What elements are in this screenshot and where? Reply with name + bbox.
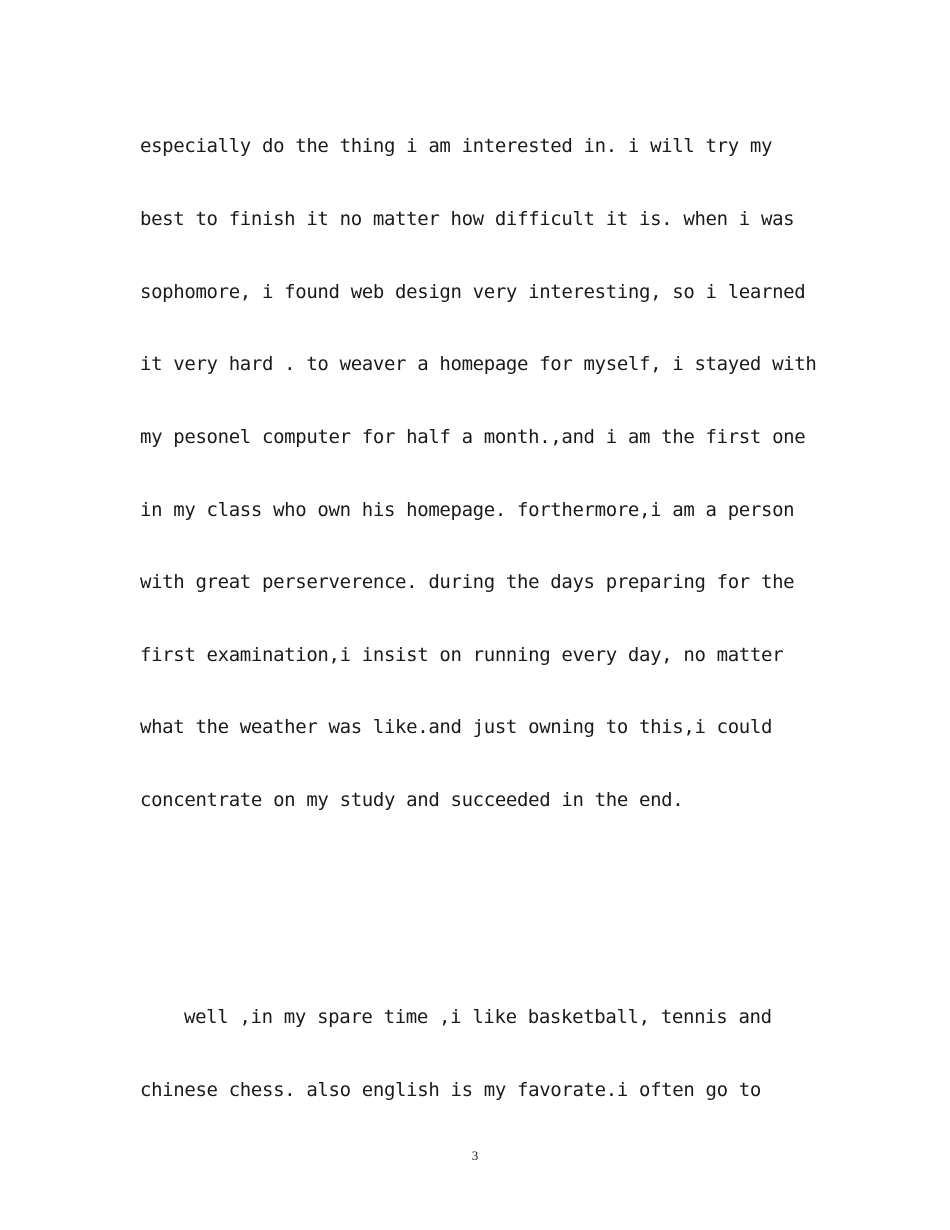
text-line: it very hard . to weaver a homepage for myself, i stayed with (140, 353, 817, 375)
text-line: sophomore, i found web design very interesting, so i learned (140, 281, 806, 303)
text-line: in my class who own his homepage. forthermore,i am a person (140, 499, 795, 521)
text-line: with great perserverence. during the days preparing for the (140, 571, 795, 593)
text-line: best to finish it no matter how difficult it is. when i was (140, 208, 795, 230)
text-line: chinese chess. also english is my favorate.i often go to (140, 1079, 761, 1101)
text-line: first examination,i insist on running every day, no matter (140, 644, 784, 666)
page-number: 3 (471, 1148, 479, 1163)
text-line: especially do the thing i am interested in. i will try my (140, 135, 773, 157)
text-line: concentrate on my study and succeeded in the end. (140, 789, 684, 811)
text-line: my pesonel computer for half a month.,and i am the first one (140, 426, 806, 448)
text-line: what the weather was like.and just owning to this,i could (140, 716, 773, 738)
text-line: well ,in my spare time ,i like basketball, tennis and (184, 1006, 772, 1028)
